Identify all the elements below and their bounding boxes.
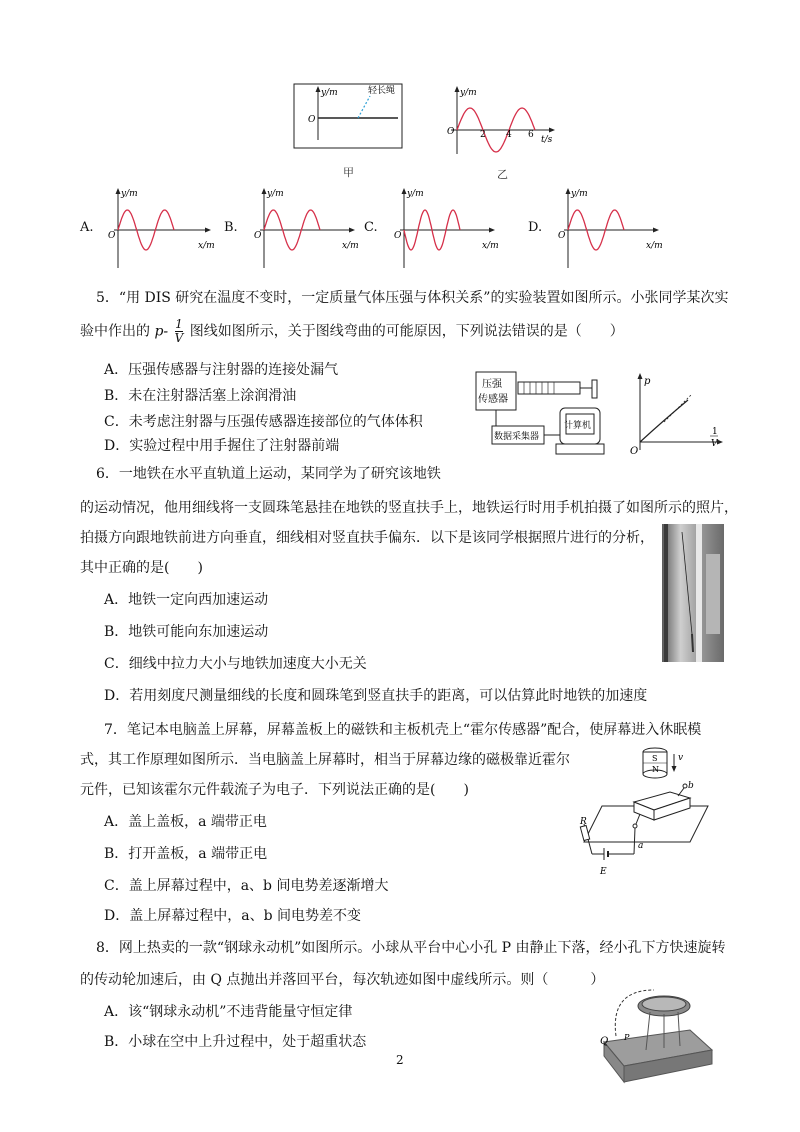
wave-ylabel: y/m xyxy=(571,189,588,199)
q8-option-b: B．小球在空中上升过程中，处于超重状态 xyxy=(104,1034,367,1050)
yi-xlabel: t/s xyxy=(541,135,553,145)
q5-sensor-label-1: 压强 xyxy=(482,379,502,390)
q5-line1: 5．“用 DIS 研究在温度不变时，一定质量气体压强与体积关系”的实验装置如图所示。小张同学某次实 xyxy=(96,290,729,306)
wave-option-letter-a: A. xyxy=(80,220,94,235)
q8-fig-p: P xyxy=(624,1033,630,1042)
q5-p-label: p- xyxy=(154,323,169,340)
wave-option-graph-b xyxy=(234,186,359,270)
q5-frac-num: 1 xyxy=(175,317,183,331)
wave-ylabel: y/m xyxy=(121,189,138,199)
q6-option-d: D．若用刻度尺测量细线的长度和圆珠笔到竖直扶手的距离，可以估算此时地铁的加速度 xyxy=(104,688,648,704)
q5-line2 xyxy=(80,318,624,348)
q5-p-v-graph xyxy=(624,370,724,456)
wave-origin: O xyxy=(394,231,402,241)
q7-fig-a: a xyxy=(638,841,644,851)
yi-tick-4: 4 xyxy=(506,130,512,140)
q6-line3: 拍摄方向跟地铁前进方向垂直，细线相对竖直扶手偏东．以下是该同学根据照片进行的分析， xyxy=(80,530,654,546)
q8-fig-q: Q xyxy=(600,1036,609,1047)
wave-origin: O xyxy=(558,231,566,241)
q7-option-a: A．盖上盖板，a 端带正电 xyxy=(104,814,267,830)
q5-line2a: 验中作出的 xyxy=(80,323,150,340)
q5-sensor-label-2: 传感器 xyxy=(478,394,508,405)
q5-computer-label: 计算机 xyxy=(564,421,592,431)
q7-fig-n: N xyxy=(652,765,659,774)
jia-origin: O xyxy=(308,115,316,125)
wave-origin: O xyxy=(254,231,262,241)
yi-tick-2: 2 xyxy=(480,130,486,140)
wave-xlabel: x/m xyxy=(198,241,215,251)
wave-ylabel: y/m xyxy=(267,189,284,199)
q7-fig-r: R xyxy=(580,817,587,827)
q7-line3: 元件，已知该霍尔元件载流子为电子．下列说法正确的是( ) xyxy=(80,782,469,798)
wave-xlabel: x/m xyxy=(342,241,359,251)
q7-fig-b: b xyxy=(688,781,694,791)
wave-option-graph-c xyxy=(374,186,499,270)
q7-hall-figure xyxy=(568,744,718,880)
wave-ylabel: y/m xyxy=(407,189,424,199)
q8-option-a: A．该“钢球永动机”不违背能量守恒定律 xyxy=(104,1004,353,1020)
q6-line4: 其中正确的是( ) xyxy=(80,560,203,576)
jia-caption: 甲 xyxy=(343,166,354,179)
wave-option-letter-b: B. xyxy=(224,220,238,235)
q7-line1: 7．笔记本电脑盖上屏幕，屏幕盖板上的磁铁和主板机壳上“霍尔传感器”配合，使屏幕进入休眠模 xyxy=(104,722,702,738)
wave-option-letter-d: D. xyxy=(528,220,543,235)
yi-origin: O xyxy=(447,127,455,137)
q5-graph-x-num: 1 xyxy=(712,427,718,437)
q5-graph-p: p xyxy=(644,376,651,387)
jia-rope-label: 轻长绳 xyxy=(368,86,396,96)
yi-ylabel: y/m xyxy=(460,88,477,98)
q6-line2: 的运动情况，他用细线将一支圆珠笔悬挂在地铁的竖直扶手上，地铁运行时用手机拍摄了如图所示的照片， xyxy=(80,500,738,516)
q6-option-b: B．地铁可能向东加速运动 xyxy=(104,624,269,640)
q8-line2: 的传动轮加速后，由 Q 点抛出并落回平台，每次轨迹如图中虚线所示。则（ ） xyxy=(80,972,605,988)
figure-jia xyxy=(290,82,405,154)
q7-option-b: B．打开盖板，a 端带正电 xyxy=(104,846,268,862)
q5-option-c: C．未考虑注射器与压强传感器连接部位的气体体积 xyxy=(104,414,423,430)
wave-xlabel: x/m xyxy=(646,241,663,251)
yi-caption: 乙 xyxy=(497,168,508,181)
q6-option-a: A．地铁一定向西加速运动 xyxy=(104,592,269,608)
q7-fig-e: E xyxy=(600,867,607,877)
q5-option-b: B．未在注射器活塞上涂润滑油 xyxy=(104,388,297,404)
wave-option-graph-a xyxy=(90,186,215,270)
jia-ylabel: y/m xyxy=(321,88,338,98)
wave-option-graph-d xyxy=(538,186,663,270)
q6-option-c: C．细线中拉力大小与地铁加速度大小无关 xyxy=(104,656,367,672)
q5-apparatus-figure xyxy=(472,368,608,460)
q7-option-d: D．盖上屏幕过程中，a、b 间电势差不变 xyxy=(104,908,361,924)
wave-option-letter-c: C. xyxy=(364,220,378,235)
q8-line1: 8．网上热卖的一款“钢球永动机”如图所示。小球从平台中心小孔 P 由静止下落，经小孔下方快速旋转 xyxy=(96,940,726,956)
q5-option-a: A．压强传感器与注射器的连接处漏气 xyxy=(104,362,339,378)
q5-line2b: 图线如图所示，关于图线弯曲的可能原因，下列说法错误的是（ ） xyxy=(189,323,624,340)
wave-origin: O xyxy=(108,231,116,241)
q5-graph-x-den: V xyxy=(711,439,718,449)
q8-perpetual-machine-photo xyxy=(594,984,720,1084)
q5-frac-den: V xyxy=(174,331,184,345)
q5-option-d: D．实验过程中用手握住了注射器前端 xyxy=(104,438,340,454)
q7-line2: 式，其工作原理如图所示．当电脑盖上屏幕时，相当于屏幕边缘的磁极靠近霍尔 xyxy=(80,752,570,768)
q5-graph-origin: O xyxy=(630,446,639,456)
q6-line1: 6．一地铁在水平直轨道上运动，某同学为了研究该地铁 xyxy=(96,466,441,482)
q7-fig-v: v xyxy=(678,753,684,763)
yi-tick-6: 6 xyxy=(528,130,534,140)
page-number: 2 xyxy=(396,1053,404,1067)
q7-fig-s: S xyxy=(652,754,658,763)
wave-xlabel: x/m xyxy=(482,241,499,251)
q6-subway-photo xyxy=(662,524,724,662)
q5-collector-label: 数据采集器 xyxy=(494,432,540,442)
q7-option-c: C．盖上屏幕过程中，a、b 间电势差逐渐增大 xyxy=(104,878,389,894)
figure-yi xyxy=(443,84,563,159)
